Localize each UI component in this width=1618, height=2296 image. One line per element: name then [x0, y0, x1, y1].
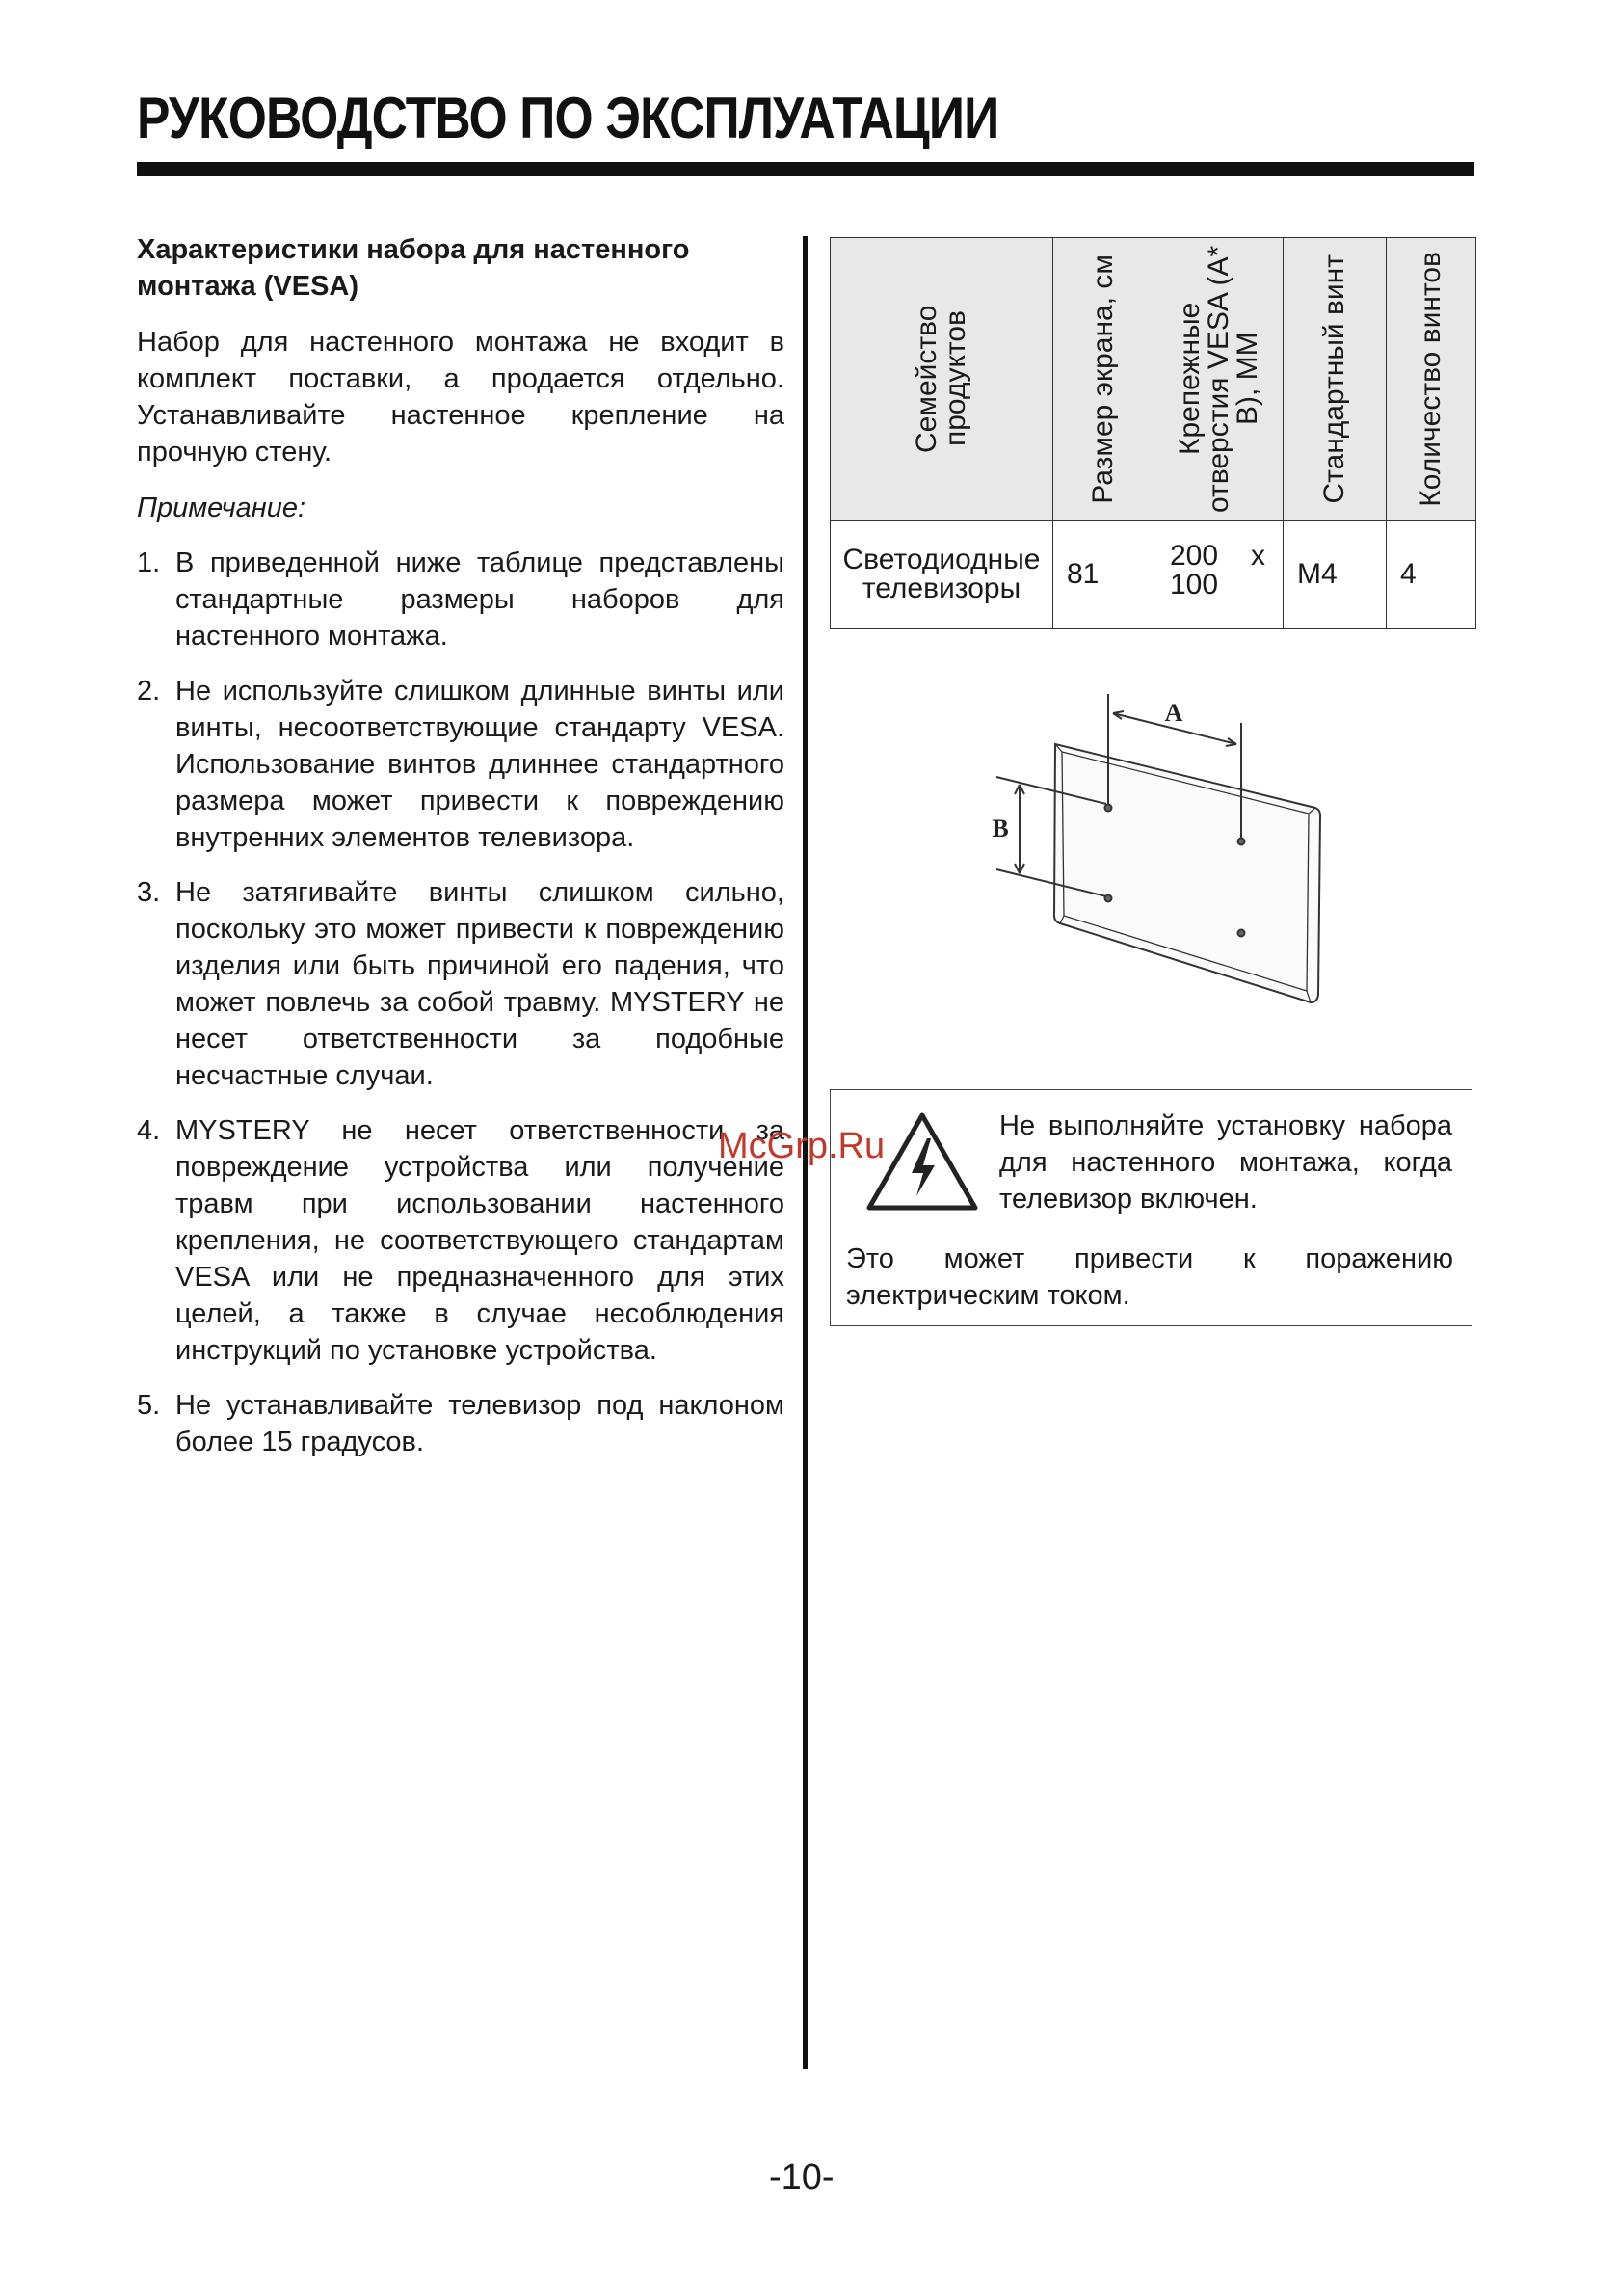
list-number: 4. [137, 1115, 161, 1146]
header-screw-count: Количество винтов [1387, 238, 1476, 521]
header-product-family: Семейство продуктов [831, 238, 1053, 521]
warning-box [830, 1089, 1472, 1326]
list-text: Не затягивайте винты слишком сильно, поскольку это может привести к повреждению изделия или быть причиной его падения, что может повлечь за собой травму. MYSTERY не несет ответственности за подобные несчастные случаи. [175, 877, 784, 1091]
header-vesa-holes: Крепежные отверстия VESA (A* B), ММ [1154, 238, 1284, 521]
list-text: Не устанавливайте телевизор под наклоном более 15 градусов. [175, 1390, 784, 1457]
cell-standard-screw: M4 [1284, 521, 1387, 629]
header-screen-size: Размер экрана, см [1053, 238, 1154, 521]
cell-screw-count: 4 [1387, 521, 1476, 629]
list-text: В приведенной ниже таблице представлены стандартные размеры наборов для настенного монтажа. [175, 547, 784, 652]
watermark-text: McGrp.Ru [718, 1126, 886, 1166]
vesa-b-value: 100 [1170, 569, 1219, 601]
header-standard-screw: Стандартный винт [1284, 238, 1387, 521]
intro-paragraph: Набор для настенного монтажа не входит в комплект поставки, а продается отдельно. Устанавливайте настенное крепление на прочную стену. [137, 327, 784, 467]
left-column [137, 231, 784, 1479]
title-rule [137, 162, 1474, 176]
dimension-label-b: B [992, 814, 1009, 842]
list-item [137, 545, 784, 654]
section-heading: Характеристики набора для настенного монтажа (VESA) [137, 234, 690, 302]
list-number: 3. [137, 877, 161, 908]
page-title: РУКОВОДСТВО ПО ЭКСПЛУАТАЦИИ [137, 86, 999, 150]
list-number: 5. [137, 1390, 161, 1421]
page-number: -10- [769, 2157, 835, 2198]
warning-text-primary: Не выполняйте установку набора для настенного монтажа, когда телевизор включен. [999, 1110, 1452, 1215]
vesa-x-sign: x [1251, 540, 1265, 572]
cell-screen-size: 81 [1053, 521, 1154, 629]
dimension-label-a: A [1164, 699, 1183, 727]
list-item [137, 673, 784, 856]
table-header-row [831, 238, 1476, 521]
warning-text-secondary: Это может привести к поражению электрическим током. [846, 1243, 1453, 1311]
list-item [137, 1387, 784, 1460]
list-item [137, 1112, 784, 1369]
list-text: MYSTERY не несет ответственности за повреждение устройства или получение травм при использовании настенного крепления, не соответствующего стандартам VESA или не предназначенного для этих целей, а также в случае несоблюдения инструкций по установке устройства. [175, 1115, 784, 1366]
cell-vesa-holes [1154, 521, 1284, 629]
list-item [137, 874, 784, 1094]
list-number: 2. [137, 676, 161, 707]
vesa-spec-table [830, 237, 1476, 629]
table-row [831, 521, 1476, 629]
vesa-a-value: 200 [1170, 540, 1219, 572]
list-number: 1. [137, 547, 161, 578]
note-label: Примечание: [137, 493, 306, 523]
list-text: Не используйте слишком длинные винты или винты, несоответствующие стандарту VESA. Использование винтов длиннее стандартного размера может привести к повреждению внутренних элементов телевизора. [175, 676, 784, 853]
cell-product-family: Светодиодные телевизоры [831, 521, 1053, 629]
wall-mount-diagram [983, 684, 1330, 1012]
